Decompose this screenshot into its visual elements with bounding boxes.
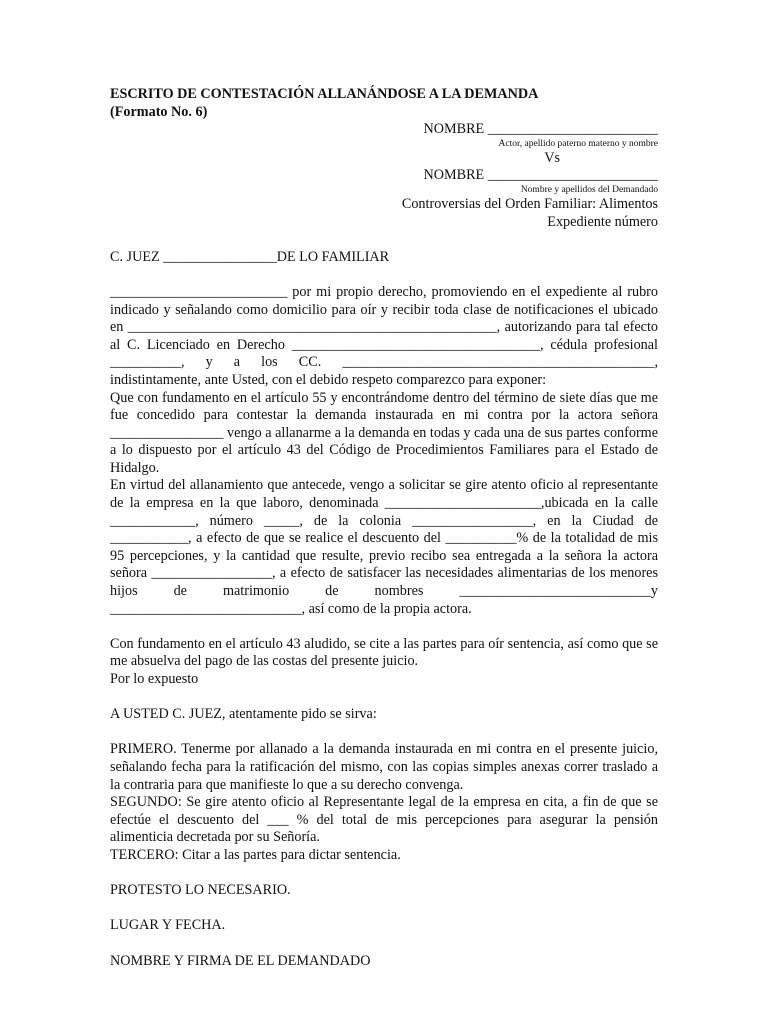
paragraph-presentation: _________________________ por mi propio derecho, promoviendo en el expediente al rubro indicado y señalando como domicilio para oír y recibir toda clase de notificaciones el ubicado en ____________________________________________________, autorizando para tal efecto al C. Licenciado en Derecho ___________________________________, cédula profesional __________, y a los CC. ____________________________________________, indistintamente, ante Usted, con el debido respeto comparezco para exponer: <box>110 283 658 388</box>
case-type: Controversias del Orden Familiar: Alimentos <box>401 195 658 212</box>
paragraph-allanamiento: Que con fundamento en el artículo 55 y encontrándome dentro del término de siete días que me fue concedido para contestar la demanda instaurada en mi contra por la actora señora ________________ vengo a allanarme a la demanda en todas y cada una de sus partes conforme a lo dispuesto por el artículo 43 del Código de Procedimientos Familiares para el Estado de Hidalgo. <box>110 389 659 476</box>
petition-segundo: SEGUNDO: Se gire atento oficio al Representante legal de la empresa en cita, a fin de que se efectúe el descuento del ___ % del total de mis percepciones para asegurar la pensión alimenticia decretada por su Señoría. <box>110 794 658 846</box>
document-title: ESCRITO DE CONTESTACIÓN ALLANÁNDOSE A LA DEMANDA <box>110 86 539 102</box>
judge-address: C. JUEZ ________________DE LO FAMILIAR <box>110 248 390 265</box>
defendant-caption: Nombre y apellidos del Demandado <box>520 184 658 195</box>
actor-caption: Actor, apellido paterno materno y nombre <box>498 138 658 149</box>
actor-name-line: NOMBRE ________________________ <box>423 121 658 138</box>
petition-tercero: TERCERO: Citar a las partes para dictar sentencia. <box>110 846 401 863</box>
versus-label: Vs <box>544 149 560 166</box>
petition-intro: A USTED C. JUEZ, atentamente pido se sirva: <box>110 706 377 723</box>
document-content <box>110 86 658 970</box>
firma-demandado: NOMBRE Y FIRMA DE EL DEMANDADO <box>110 952 371 969</box>
protesto: PROTESTO LO NECESARIO. <box>110 882 291 899</box>
lugar-fecha: LUGAR Y FECHA. <box>110 917 226 934</box>
paragraph-sentencia: Con fundamento en el artículo 43 aludido, se cite a las partes para oír sentencia, así como que se me absuelva del pago de las costas del presente juicio. <box>110 635 658 670</box>
petition-primero: PRIMERO. Tenerme por allanado a la demanda instaurada en mi contra en el presente juicio, señalando fecha para la ratificación del mismo, con las copias simples anexas correr traslado a la contraria para que manifieste lo que a su derecho convenga. <box>110 741 658 793</box>
defendant-name-line: NOMBRE ________________________ <box>423 167 658 184</box>
case-number-label: Expediente número <box>547 213 658 230</box>
paragraph-oficio: En virtud del allanamiento que antecede, vengo a solicitar se gire atento oficio al representante de la empresa en la que laboro, denominada ______________________,ubicada en la calle ____________, número _____, de la colonia _________________, en la Ciudad de ___________, a efecto de que se realice el descuento del __________% de la totalidad de mis 95 percepciones, y la cantidad que resulte, previo recibo sea entregada a la señora la actora señora _________________, a efecto de satisfacer las necesidades alimentarias de los menores hijos de matrimonio de nombres ___________________________y ___________________________, así como de la propia actora. <box>110 477 658 617</box>
por-lo-expuesto: Por lo expuesto <box>110 671 199 687</box>
format-number: (Formato No. 6) <box>110 103 208 120</box>
